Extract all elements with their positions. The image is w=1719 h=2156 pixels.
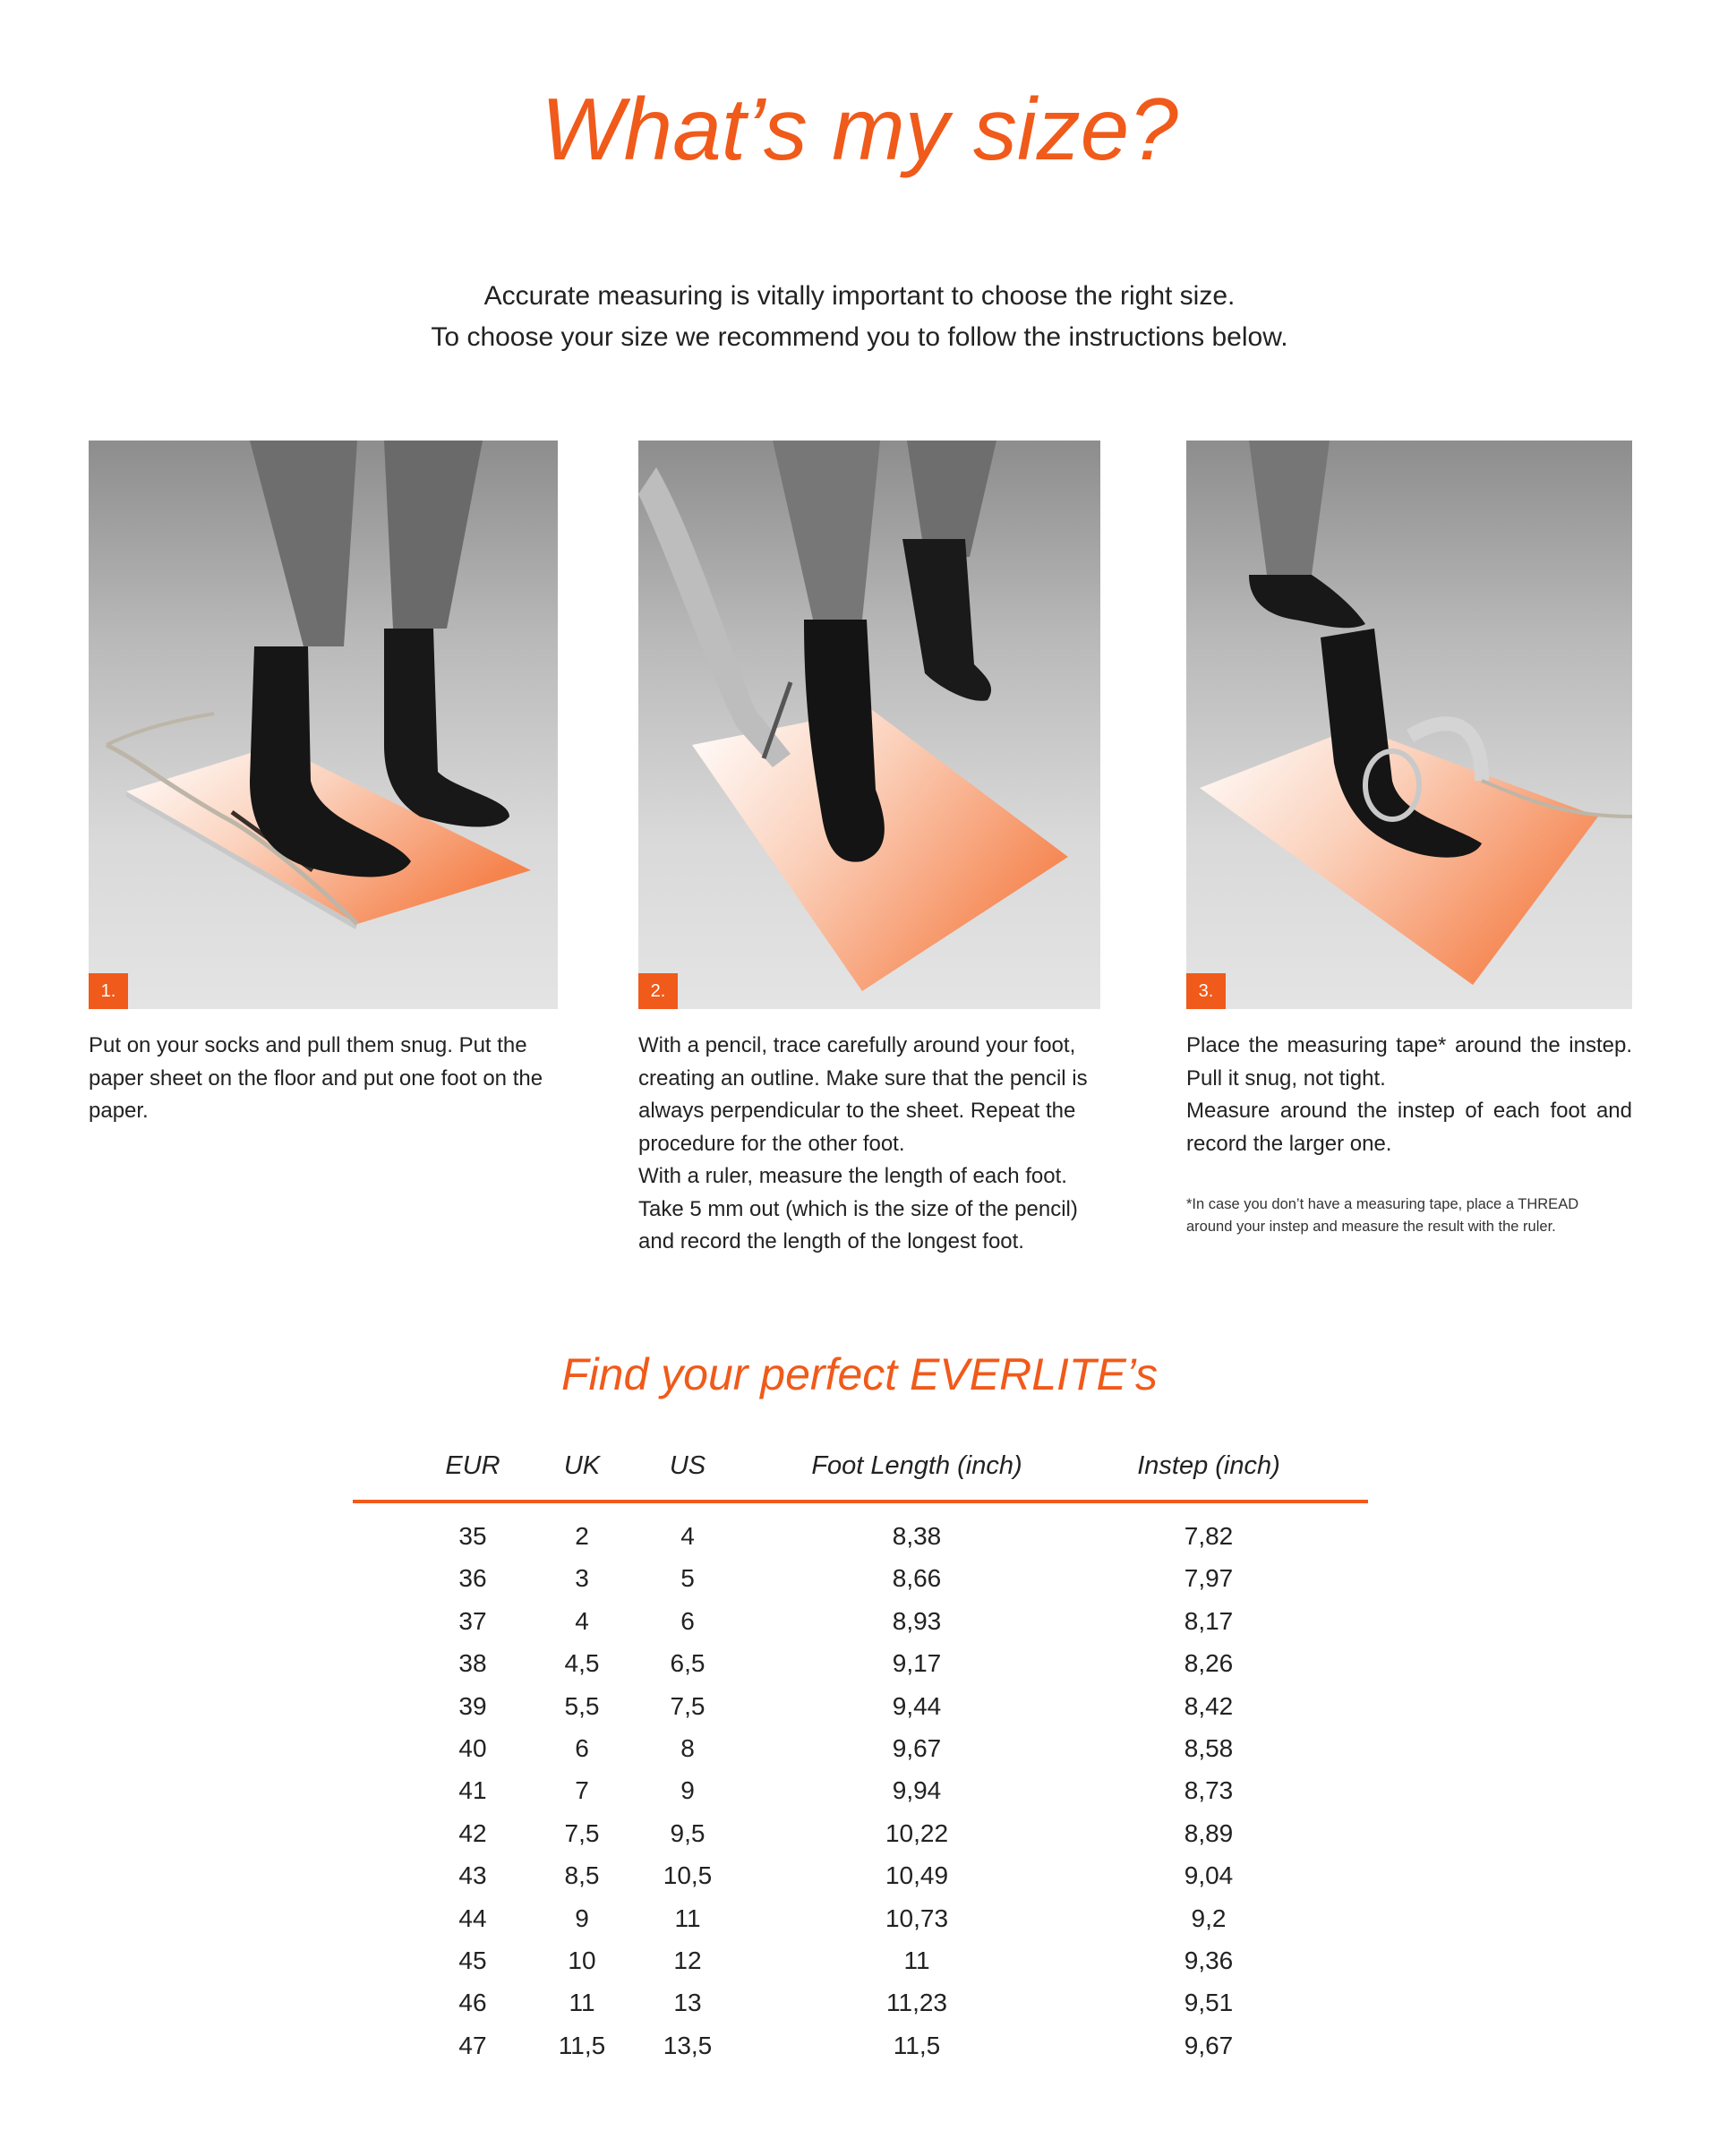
step-3-instructions xyxy=(1186,1030,1632,1160)
cell-uk: 6 xyxy=(575,1733,589,1762)
cell-instep: 9,67 xyxy=(1184,2031,1234,2059)
step-1-instructions xyxy=(89,1030,558,1128)
cell-foot-length: 11 xyxy=(903,1946,930,1974)
cell-us: 13 xyxy=(673,1989,702,2017)
table-title: Find your perfect EVERLITE’s xyxy=(560,1349,1158,1399)
cell-instep: 9,51 xyxy=(1184,1989,1234,2017)
footnote-line-1: *In case you don’t have a measuring tape, place a THREAD xyxy=(1186,1196,1579,1212)
cell-instep: 8,26 xyxy=(1184,1649,1234,1678)
step-3-badge: 3. xyxy=(1186,973,1226,1009)
cell-us: 12 xyxy=(673,1946,702,1974)
cell-eur: 41 xyxy=(458,1776,487,1805)
cell-eur: 35 xyxy=(458,1522,487,1550)
header-instep: Instep (inch) xyxy=(1137,1451,1280,1480)
header-foot-length: Foot Length (inch) xyxy=(811,1451,1022,1480)
cell-us: 6 xyxy=(680,1606,695,1635)
cell-us: 8 xyxy=(680,1733,695,1762)
cell-us: 5 xyxy=(680,1564,695,1593)
step-3-text-a: Place the measuring tape* around the instep. Pull it snug, not tight. xyxy=(1186,1033,1632,1091)
cell-foot-length: 8,66 xyxy=(892,1564,942,1593)
cell-foot-length: 8,38 xyxy=(892,1522,942,1550)
step-3-photo xyxy=(1186,441,1632,1009)
cell-us: 7,5 xyxy=(670,1691,706,1720)
cell-eur: 44 xyxy=(458,1904,487,1932)
table-row xyxy=(0,1943,1719,1985)
cell-instep: 7,82 xyxy=(1184,1522,1234,1550)
cell-instep: 9,04 xyxy=(1184,1861,1234,1890)
cell-eur: 45 xyxy=(458,1946,487,1974)
cell-foot-length: 11,23 xyxy=(886,1989,947,2017)
step-2-text-a: With a pencil, trace carefully around your foot, creating an outline. Make sure that the pencil is always perpendicular to the sheet. Repeat the procedure for the other foot. xyxy=(638,1033,1088,1156)
cell-instep: 8,73 xyxy=(1184,1776,1234,1805)
table-row xyxy=(0,1816,1719,1858)
step-1-text: Put on your socks and pull them snug. Put the paper sheet on the floor and put one foot on the paper. xyxy=(89,1033,543,1123)
header-uk: UK xyxy=(563,1451,601,1480)
step-2-instructions xyxy=(638,1030,1100,1259)
table-row xyxy=(0,1646,1719,1688)
cell-us: 6,5 xyxy=(670,1649,706,1678)
cell-uk: 3 xyxy=(575,1564,589,1593)
table-row xyxy=(0,1858,1719,1900)
table-row xyxy=(0,1689,1719,1731)
cell-uk: 11 xyxy=(569,1989,595,2017)
cell-instep: 9,2 xyxy=(1191,1904,1227,1932)
cell-uk: 9 xyxy=(575,1904,589,1932)
cell-foot-length: 9,44 xyxy=(892,1691,942,1720)
cell-uk: 7 xyxy=(575,1776,589,1805)
header-divider xyxy=(353,1500,1368,1503)
cell-eur: 43 xyxy=(458,1861,487,1890)
intro-text xyxy=(0,276,1719,358)
cell-foot-length: 11,5 xyxy=(893,2031,941,2059)
header-eur: EUR xyxy=(445,1451,500,1480)
cell-uk: 7,5 xyxy=(564,1818,600,1847)
step-1-badge: 1. xyxy=(89,973,128,1009)
cell-eur: 47 xyxy=(458,2031,487,2059)
cell-foot-length: 9,17 xyxy=(892,1649,942,1678)
cell-foot-length: 10,73 xyxy=(885,1904,949,1932)
cell-foot-length: 10,49 xyxy=(885,1861,949,1890)
header-us: US xyxy=(669,1451,706,1480)
cell-instep: 8,89 xyxy=(1184,1818,1234,1847)
cell-foot-length: 9,67 xyxy=(892,1733,942,1762)
cell-us: 9,5 xyxy=(670,1818,706,1847)
table-row xyxy=(0,1985,1719,2027)
page-title: What’s my size? xyxy=(541,80,1178,178)
cell-eur: 39 xyxy=(458,1691,487,1720)
cell-instep: 8,42 xyxy=(1184,1691,1234,1720)
cell-foot-length: 10,22 xyxy=(885,1818,949,1847)
footnote xyxy=(1186,1194,1632,1238)
table-row xyxy=(0,2028,1719,2070)
intro-line-1: Accurate measuring is vitally important to choose the right size. xyxy=(483,281,1236,311)
cell-eur: 38 xyxy=(458,1649,487,1678)
cell-us: 13,5 xyxy=(663,2031,713,2059)
step-3-text-b: Measure around the instep of each foot and record the larger one. xyxy=(1186,1099,1632,1156)
cell-eur: 37 xyxy=(458,1606,487,1635)
cell-foot-length: 9,94 xyxy=(892,1776,942,1805)
cell-instep: 8,17 xyxy=(1184,1606,1234,1635)
cell-us: 10,5 xyxy=(663,1861,713,1890)
table-row xyxy=(0,1519,1719,1561)
cell-us: 11 xyxy=(674,1904,701,1932)
cell-eur: 42 xyxy=(458,1818,487,1847)
step-2-badge: 2. xyxy=(638,973,678,1009)
step-1-illustration xyxy=(89,441,558,1009)
cell-us: 4 xyxy=(680,1522,695,1550)
cell-foot-length: 8,93 xyxy=(892,1606,942,1635)
cell-instep: 9,36 xyxy=(1184,1946,1234,1974)
step-2-illustration xyxy=(638,441,1100,1009)
cell-uk: 2 xyxy=(575,1522,589,1550)
table-row xyxy=(0,1731,1719,1773)
cell-uk: 5,5 xyxy=(564,1691,600,1720)
cell-uk: 4,5 xyxy=(564,1649,600,1678)
step-3-illustration xyxy=(1186,441,1632,1009)
cell-uk: 10 xyxy=(568,1946,596,1974)
table-row xyxy=(0,1604,1719,1646)
step-1-photo xyxy=(89,441,558,1009)
table-row xyxy=(0,1773,1719,1815)
intro-line-2: To choose your size we recommend you to follow the instructions below. xyxy=(431,322,1288,352)
cell-us: 9 xyxy=(680,1776,695,1805)
cell-eur: 40 xyxy=(458,1733,487,1762)
cell-uk: 11,5 xyxy=(558,2031,606,2059)
size-table-body xyxy=(0,1519,1719,2070)
cell-instep: 7,97 xyxy=(1184,1564,1234,1593)
footnote-line-2: around your instep and measure the result with the ruler. xyxy=(1186,1219,1556,1235)
step-2-photo xyxy=(638,441,1100,1009)
cell-eur: 36 xyxy=(458,1564,487,1593)
table-row xyxy=(0,1901,1719,1943)
cell-eur: 46 xyxy=(458,1989,487,2017)
cell-uk: 4 xyxy=(575,1606,589,1635)
cell-instep: 8,58 xyxy=(1184,1733,1234,1762)
step-2-text-b: With a ruler, measure the length of each foot. Take 5 mm out (which is the size of the pencil) and record the length of the longest foot. xyxy=(638,1164,1078,1253)
table-row xyxy=(0,1561,1719,1603)
cell-uk: 8,5 xyxy=(564,1861,600,1890)
